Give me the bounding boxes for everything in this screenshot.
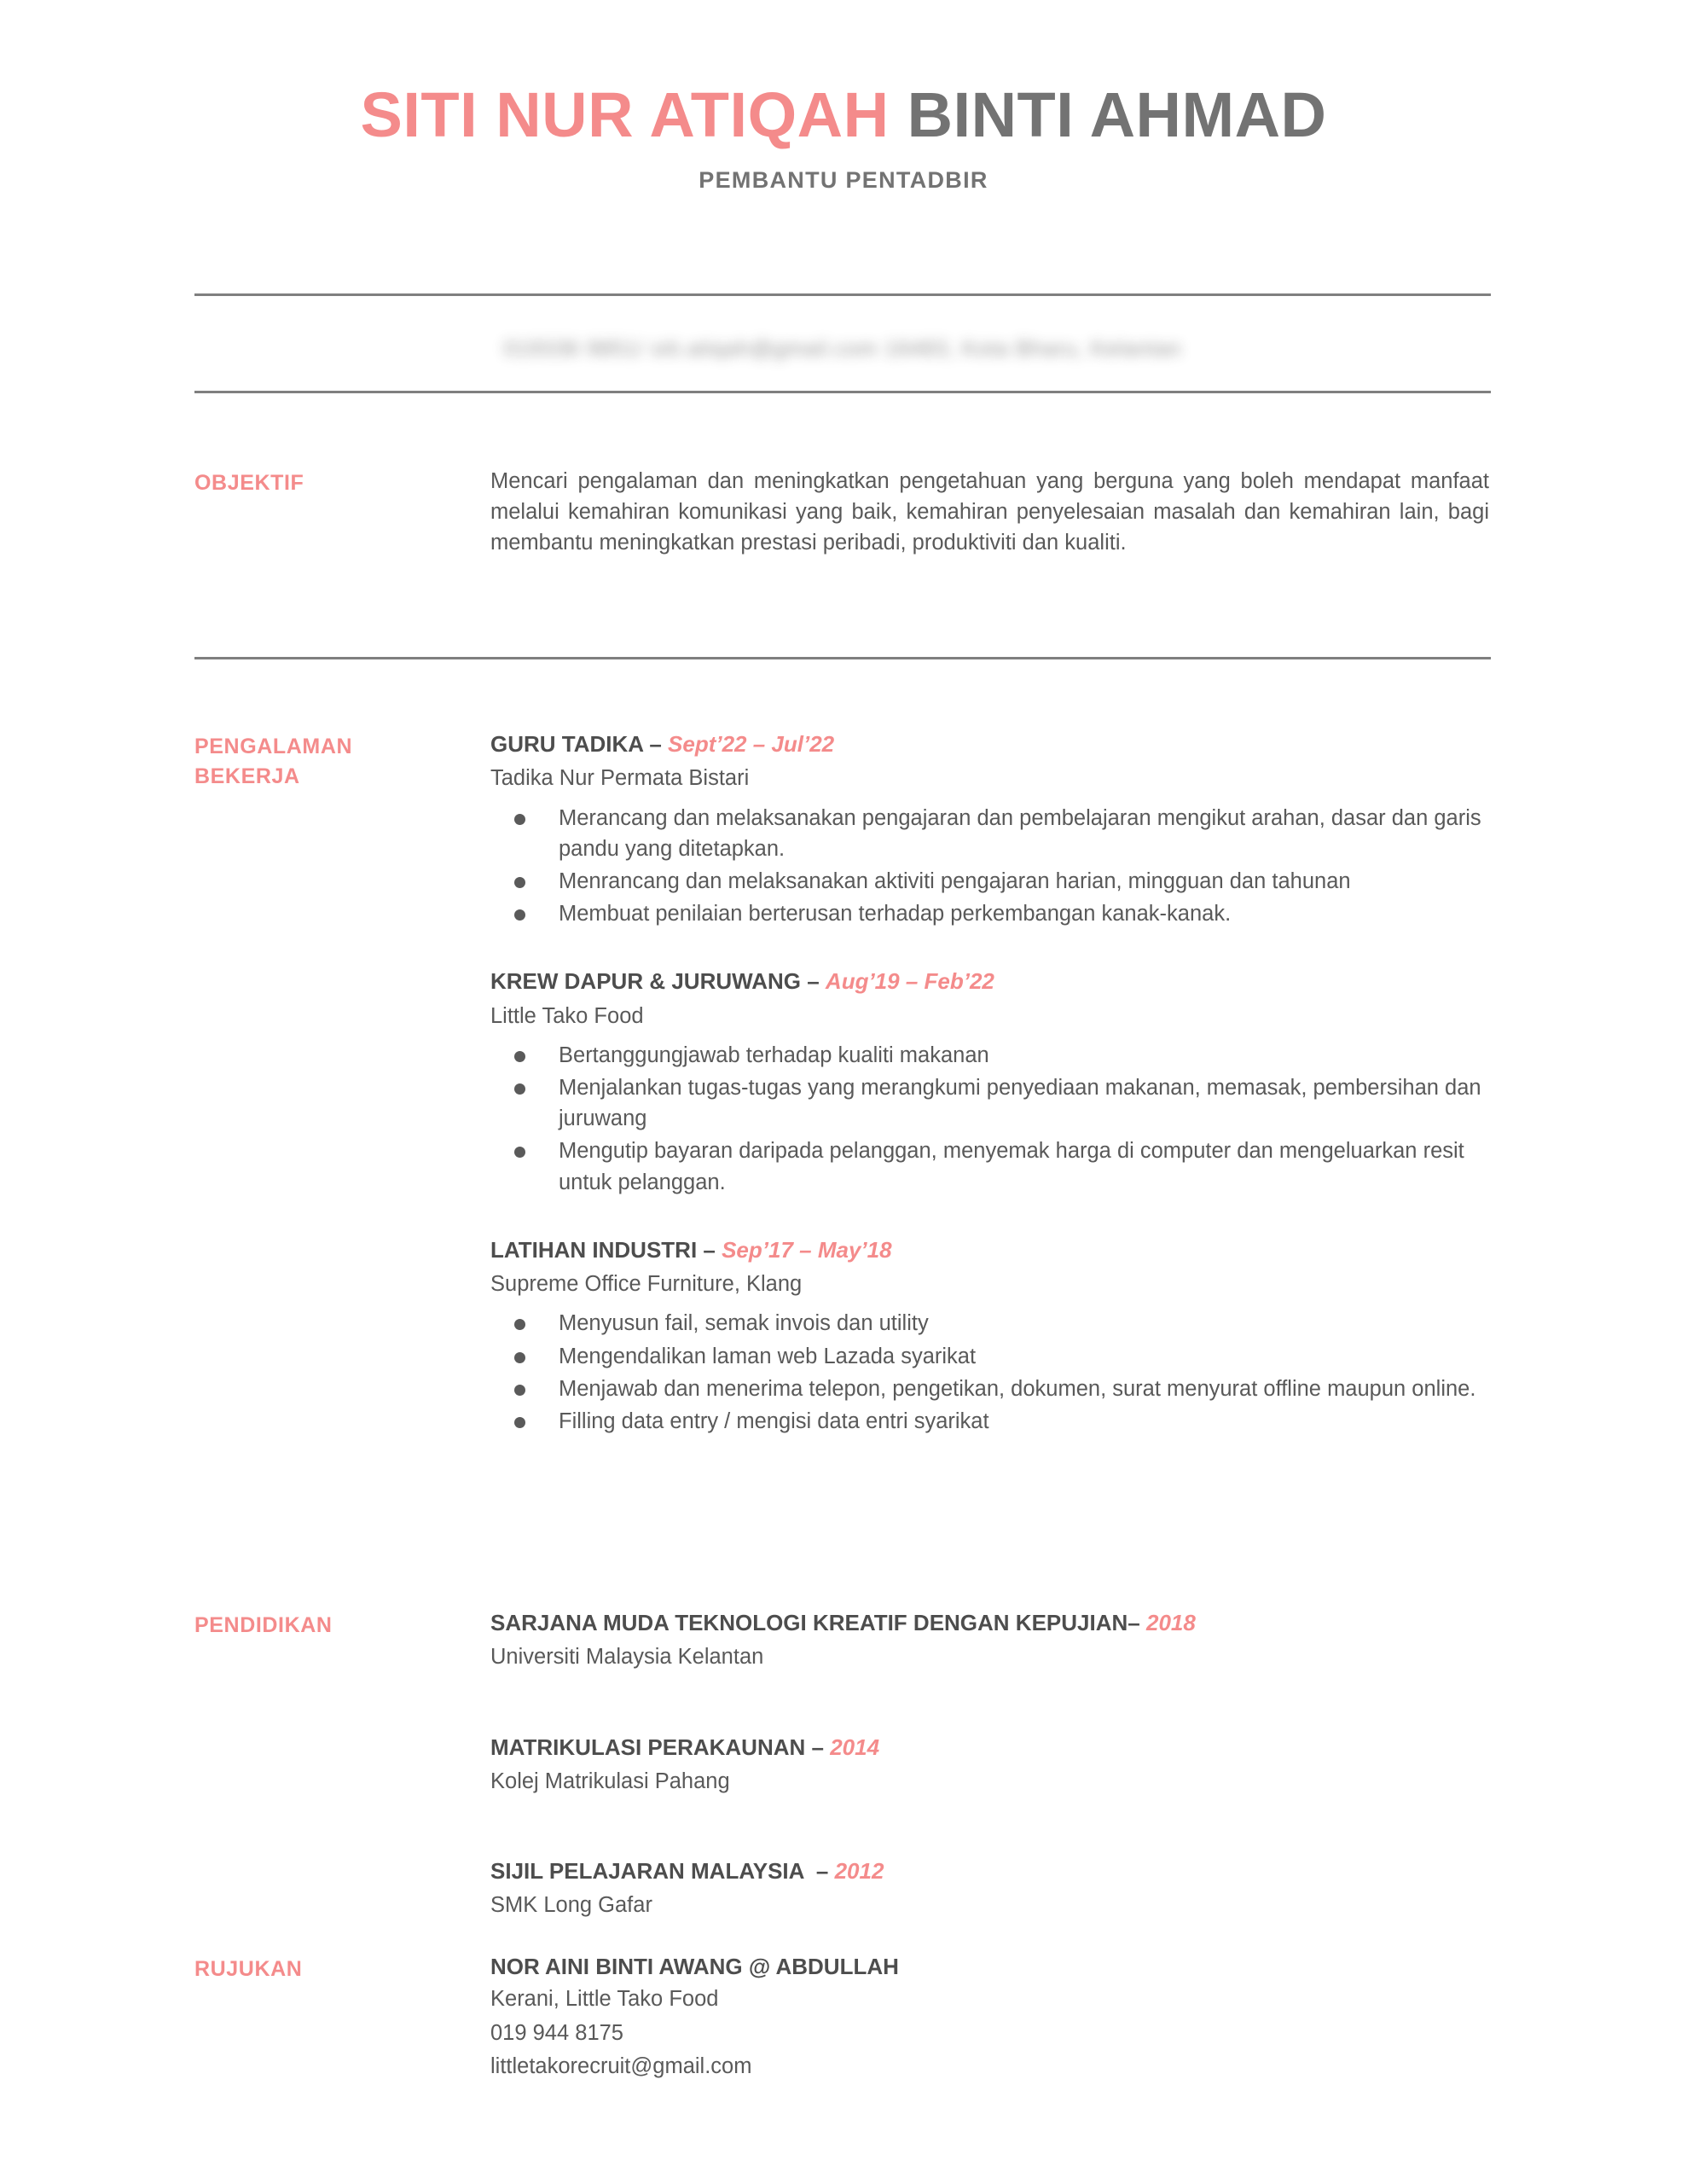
section-label-pengalaman-line1: PENGALAMAN: [194, 735, 353, 758]
education-entry: [490, 1856, 1491, 1921]
experience-heading: [490, 967, 1491, 996]
education-separator: –: [1128, 1610, 1146, 1635]
experience-duties: [490, 803, 1491, 930]
reference-phone: 019 944 8175: [490, 2020, 623, 2045]
candidate-last-name: BINTI AHMAD: [889, 79, 1327, 150]
section-objektif: [194, 466, 1491, 559]
experience-separator: –: [697, 1236, 722, 1263]
experience-company: Little Tako Food: [490, 1003, 644, 1028]
education-list: [490, 1608, 1491, 1921]
education-title: SARJANA MUDA TEKNOLOGI KREATIF DENGAN KEPUJIAN: [490, 1610, 1128, 1635]
section-pengalaman-bekerja: [194, 729, 1491, 1438]
divider-below-contact: [194, 391, 1491, 393]
section-pendidikan: [194, 1608, 1491, 1921]
experience-title: KREW DAPUR & JURUWANG: [490, 968, 801, 995]
objective-text: Mencari pengalaman dan meningkatkan pengetahuan yang berguna yang boleh mendapat manfaat melalui kemahiran komunikasi yang baik, kemahiran penyelesaian masalah dan kemahiran lain, bagi membantu meningkatkan prestasi peribadi, produktiviti dan kualiti.: [490, 469, 1489, 555]
duty-item: Membuat penilaian berterusan terhadap perkembangan kanak-kanak.: [490, 898, 1491, 929]
education-separator: –: [805, 1734, 831, 1760]
experience-company: Tadika Nur Permata Bistari: [490, 766, 750, 791]
duty-item: Menjalankan tugas-tugas yang merangkumi penyediaan makanan, memasak, pembersihan dan juruwang: [490, 1072, 1491, 1134]
education-heading: [490, 1608, 1491, 1637]
duty-item: Merancang dan melaksanakan pengajaran dan pembelajaran mengikut arahan, dasar dan garis pandu yang ditetapkan.: [490, 803, 1491, 864]
education-entry: [490, 1608, 1491, 1673]
section-label-pengalaman-line2: BEKERJA: [194, 764, 300, 788]
education-school: Kolej Matrikulasi Pahang: [490, 1769, 730, 1793]
duty-item: Menyusun fail, semak invois dan utility: [490, 1308, 1491, 1339]
education-separator: –: [809, 1858, 835, 1885]
candidate-job-title: PEMBANTU PENTADBIR: [699, 166, 988, 193]
education-heading: [490, 1733, 1491, 1762]
resume-header: [0, 0, 1687, 194]
duty-item: Bertanggungjawab terhadap kualiti makanan: [490, 1040, 1491, 1071]
experience-dates: Sep’17 – May’18: [722, 1236, 892, 1263]
section-body-objektif: [490, 466, 1491, 559]
experience-list: [490, 729, 1491, 1438]
duty-item: Mengendalikan laman web Lazada syarikat: [490, 1341, 1491, 1372]
education-school: SMK Long Gafar: [490, 1893, 652, 1918]
candidate-name: [0, 79, 1687, 150]
experience-dates: Sept’22 – Jul’22: [668, 731, 835, 757]
experience-company: Supreme Office Furniture, Klang: [490, 1272, 803, 1297]
experience-title: LATIHAN INDUSTRI: [490, 1236, 698, 1263]
education-title: SIJIL PELAJARAN MALAYSIA: [490, 1858, 810, 1885]
divider-below-objective: [194, 657, 1491, 659]
experience-dates: Aug’19 – Feb’22: [825, 968, 994, 995]
education-year: 2018: [1145, 1610, 1196, 1635]
duty-item: Filling data entry / mengisi data entri syarikat: [490, 1406, 1491, 1437]
section-rujukan: [194, 1952, 1491, 2082]
duty-item: Menrancang dan melaksanakan aktiviti pengajaran harian, mingguan dan tahunan: [490, 866, 1491, 897]
duty-item: Menjawab dan menerima telepon, pengetikan, dokumen, surat menyurat offline maupun online.: [490, 1374, 1491, 1404]
experience-duties: [490, 1308, 1491, 1437]
candidate-first-name: SITI NUR ATIQAH: [360, 79, 890, 150]
experience-entry: [490, 967, 1491, 1198]
education-year: 2012: [834, 1858, 884, 1885]
duty-item: Mengutip bayaran daripada pelanggan, menyemak harga di computer dan mengeluarkan resit untuk pelanggan.: [490, 1136, 1491, 1197]
section-label-pengalaman: [194, 729, 490, 791]
experience-duties: [490, 1040, 1491, 1198]
experience-separator: –: [643, 731, 669, 757]
experience-separator: –: [801, 968, 826, 995]
education-entry: [490, 1733, 1491, 1798]
experience-heading: [490, 729, 1491, 758]
experience-entry: [490, 1235, 1491, 1437]
contact-info-band: [194, 314, 1491, 384]
section-label-rujukan: RUJUKAN: [194, 1957, 303, 1981]
experience-entry: [490, 729, 1491, 929]
education-heading: [490, 1856, 1491, 1885]
reference-block: [490, 1952, 1491, 2082]
education-year: 2014: [830, 1734, 880, 1760]
contact-info-redacted: 019336 9851/ siti.atiqah@gmail.com 16483, Kota Bharu, Kelantan: [503, 336, 1182, 361]
experience-title: GURU TADIKA: [490, 731, 644, 757]
education-title: MATRIKULASI PERAKAUNAN: [490, 1734, 806, 1760]
reference-email: littletakorecruit@gmail.com: [490, 2053, 752, 2078]
reference-name: NOR AINI BINTI AWANG @ ABDULLAH: [490, 1954, 899, 1979]
education-school: Universiti Malaysia Kelantan: [490, 1645, 764, 1670]
section-label-pendidikan: PENDIDIKAN: [194, 1613, 333, 1637]
reference-position: Kerani, Little Tako Food: [490, 1987, 719, 2012]
divider-top: [194, 293, 1491, 296]
section-label-objektif: OBJEKTIF: [194, 471, 304, 495]
experience-heading: [490, 1235, 1491, 1264]
